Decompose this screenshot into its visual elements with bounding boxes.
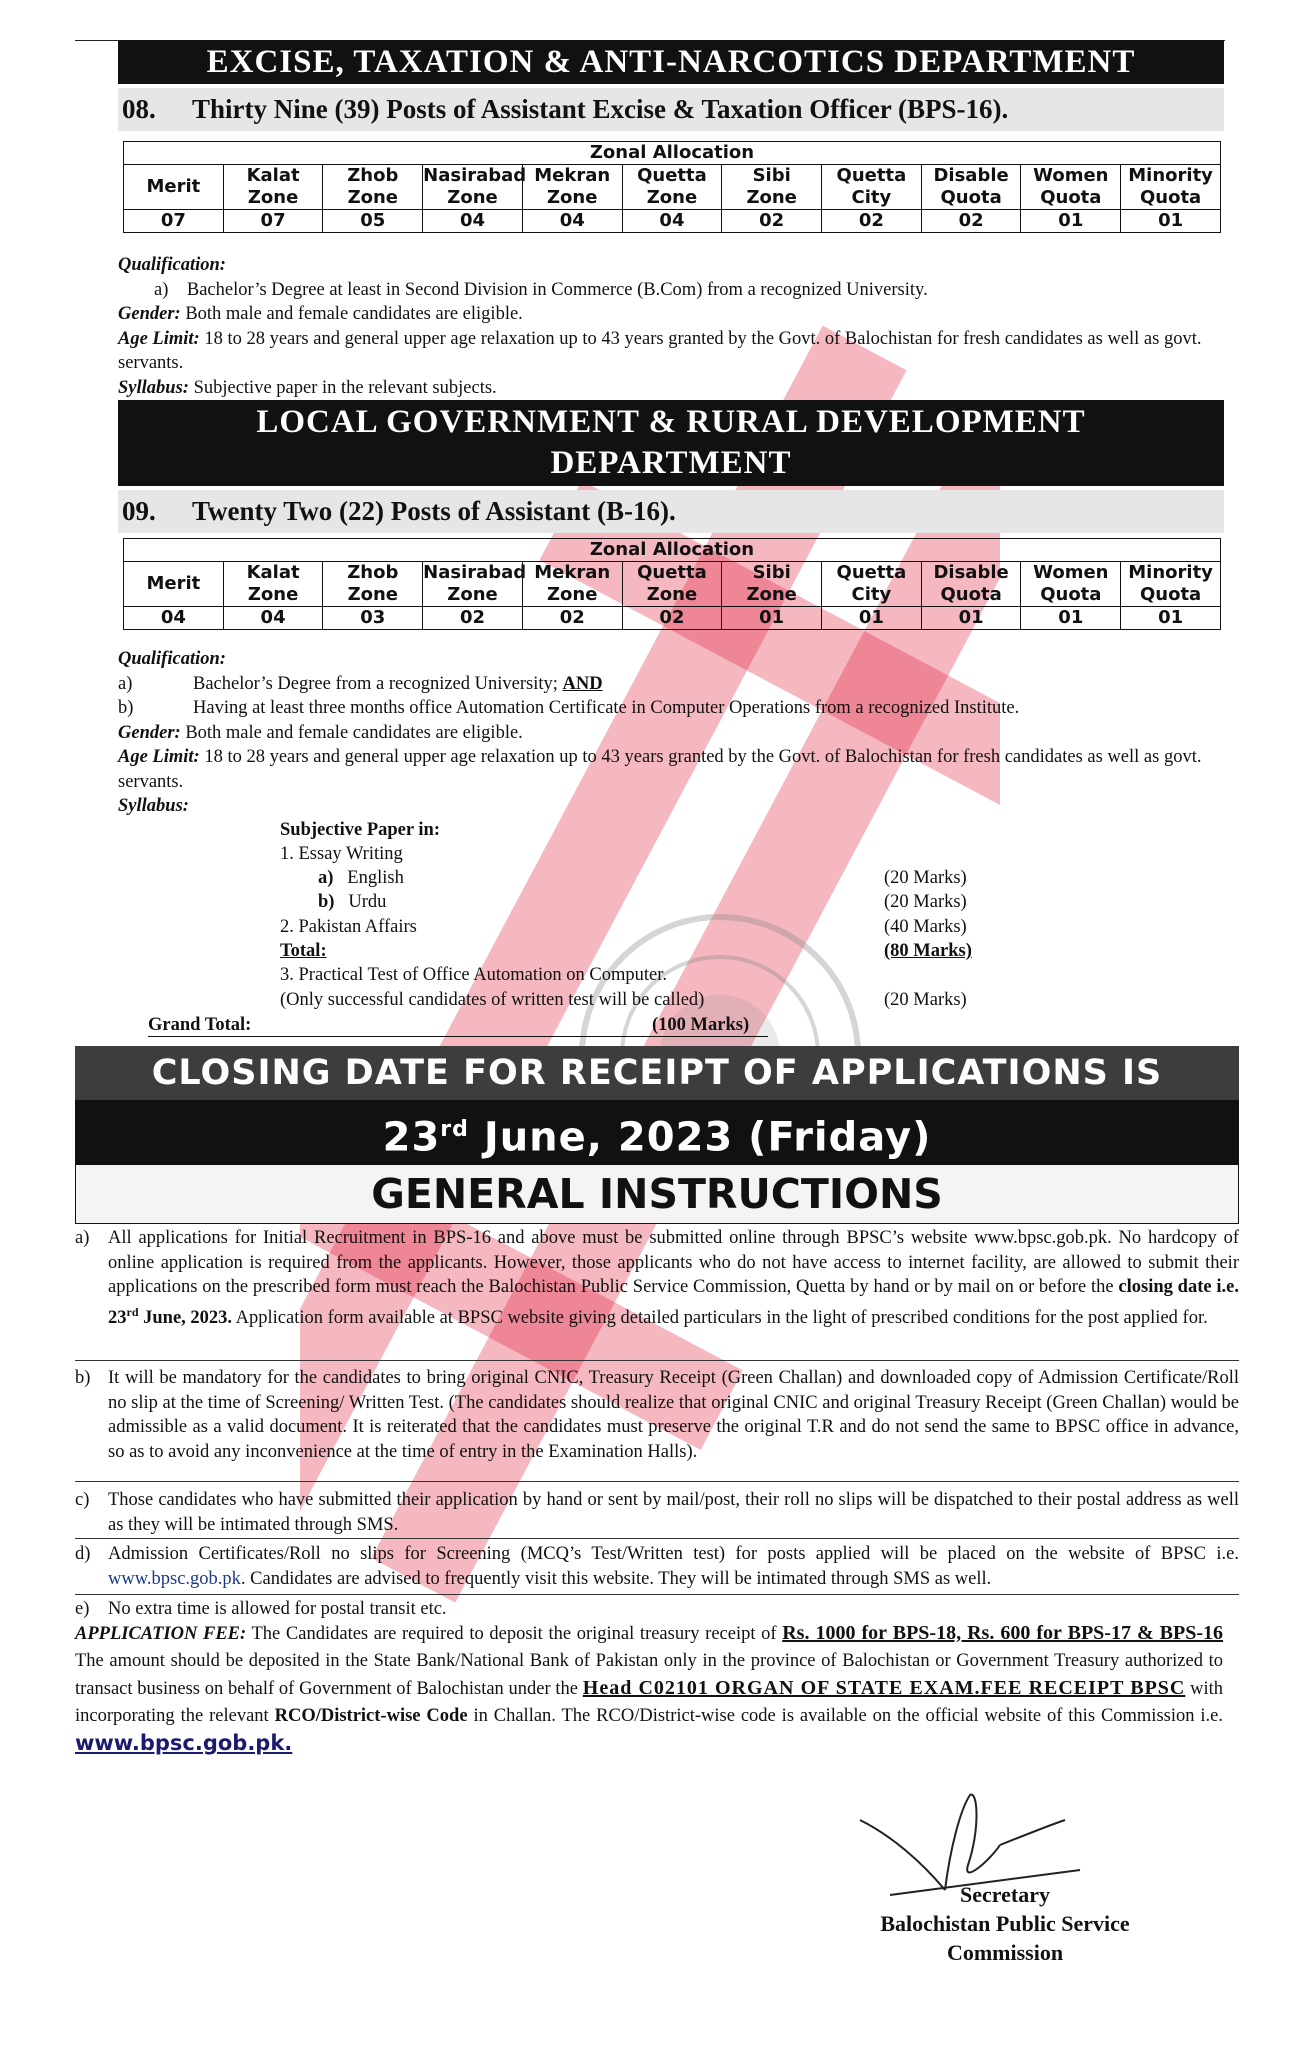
post-number: 08. (122, 94, 156, 124)
value-cell: 01 (921, 607, 1021, 630)
department-line1: LOCAL GOVERNMENT & RURAL DEVELOPMENT (256, 404, 1086, 440)
syllabus-item3: 3. Practical Test of Office Automation on Computer. (280, 965, 667, 985)
instruction-d: d) Admission Certificates/Roll no slips for Screening (MCQ’s Test/Written test) for posts applied will be placed on the website of BPSC i.e. www.bpsc.gob.pk. Candidates are advised to frequently visit this website. They will be intimated through SMS as well. (75, 1544, 1239, 1589)
value-cell: 01 (1121, 210, 1221, 233)
list-key: a) (154, 279, 169, 300)
header-cell: Merit (124, 562, 224, 607)
header-cell: Minority Quota (1121, 562, 1221, 607)
syllabus-heading: Subjective Paper in: (280, 820, 440, 840)
signatory-org-line2: Commission (946, 1940, 1064, 1965)
gender-label: Gender: (118, 722, 181, 743)
value-cell: 07 (124, 210, 224, 233)
divider (75, 1360, 1239, 1361)
and-keyword: AND (562, 673, 603, 694)
value-cell: 04 (124, 607, 224, 630)
header-cell: Quetta Zone (622, 562, 722, 607)
header-cell: Disable Quota (921, 165, 1021, 210)
department-line2: DEPARTMENT (550, 445, 792, 481)
syllabus-label: Syllabus: (118, 377, 189, 398)
value-cell: 04 (522, 210, 622, 233)
signature-block (840, 1880, 1170, 1967)
age-label: Age Limit: (118, 328, 200, 349)
header-cell: Kalat Zone (223, 562, 323, 607)
value-cell: 02 (522, 607, 622, 630)
instruction-a: a) All applications for Initial Recruitment in BPS-16 and above must be submitted online through BPSC’s website www.bpsc.gob.pk. No hardcopy of online application is required from the applicants. However, those applicants who do not have access to internet facility, are allowed to submit their applications on the prescribed form must reach the Balochistan Public Service Commission, Quetta by hand or by mail on or before the closing date i.e. 23rd June, 2023. Application form available at BPSC website giving detailed particulars in the light of prescribed conditions for the post applied for. (75, 1228, 1239, 1328)
header-cell: Quetta Zone (622, 165, 722, 210)
instruction-c: c) Those candidates who have submitted their application by hand or sent by mail/post, their roll no slips will be dispatched to their postal address as well as they will be intimated through SMS. (75, 1490, 1239, 1535)
header-cell: Women Quota (1021, 165, 1121, 210)
value-cell: 03 (323, 607, 423, 630)
value-cell: 01 (1021, 210, 1121, 233)
closing-date-line1: CLOSING DATE FOR RECEIPT OF APPLICATIONS IS (75, 1046, 1239, 1100)
post-title-bar-08 (118, 88, 1224, 131)
value-cell: 02 (722, 210, 822, 233)
header-cell: Sibi Zone (722, 165, 822, 210)
value-cell: 02 (622, 607, 722, 630)
instruction-b: b) It will be mandatory for the candidates to bring original CNIC, Treasury Receipt (Green Challan) and downloaded copy of Admission Certificate/Roll no slip at the time of Screening/ Written Test. (The candidates should realize that original CNIC and original Treasury Receipt (Green Challan) would be admissible as a valid document. It is reiterated that the candidates must preserve the original T.R and do not send the same to BPSC office in advance, so as to avoid any inconvenience at the time of entry in the Examination Halls). (75, 1368, 1239, 1462)
closing-date-line2: 23rd June, 2023 (Friday) (382, 1114, 932, 1161)
value-cell: 01 (1021, 607, 1121, 630)
header-cell: Quetta City (822, 562, 922, 607)
header-cell: Zhob Zone (323, 165, 423, 210)
value-cell: 02 (822, 210, 922, 233)
general-instructions-title: GENERAL INSTRUCTIONS (75, 1164, 1239, 1224)
table-caption: Zonal Allocation (124, 539, 1221, 562)
divider (75, 1481, 1239, 1482)
instruction-e: e) No extra time is allowed for postal transit etc. (75, 1599, 447, 1619)
gender-text: Both male and female candidates are eligible. (185, 304, 523, 324)
qualification-a: Bachelor’s Degree from a recognized University; (193, 673, 558, 694)
syllabus-item1b-marks: (20 Marks) (884, 892, 967, 912)
table-caption: Zonal Allocation (124, 142, 1221, 165)
post-title: Thirty Nine (39) Posts of Assistant Excise & Taxation Officer (BPS-16). (192, 94, 1009, 124)
header-cell: Merit (124, 165, 224, 210)
header-cell: Mekran Zone (522, 562, 622, 607)
age-text: 18 to 28 years and general upper age relaxation up to 43 years granted by the Govt. of Balochistan for fresh candidates as well as govt. servants. (118, 747, 1202, 792)
zonal-allocation-table-09 (123, 538, 1221, 630)
gender-text: Both male and female candidates are eligible. (185, 722, 523, 743)
value-cell: 05 (323, 210, 423, 233)
header-cell: Mekran Zone (522, 165, 622, 210)
closing-date-banner (75, 1046, 1239, 1164)
qualification-label: Qualification: (118, 255, 226, 275)
bpsc-website-link[interactable]: www.bpsc.gob.pk (108, 1568, 241, 1589)
value-cell: 01 (722, 607, 822, 630)
header-cell: Zhob Zone (323, 562, 423, 607)
age-text: 18 to 28 years and general upper age relaxation up to 43 years granted by the Govt. of Balochistan for fresh candidates as well as govt. servants. (118, 328, 1202, 373)
signatory-title: Secretary (960, 1882, 1050, 1907)
list-key: a) (118, 673, 133, 694)
divider (75, 1594, 1239, 1595)
syllabus-total-marks: (80 Marks) (884, 941, 972, 961)
syllabus-item1: 1. Essay Writing (280, 844, 403, 864)
post-number: 09. (122, 496, 156, 526)
value-cell: 04 (423, 210, 523, 233)
gender-label: Gender: (118, 304, 181, 324)
signatory-org-line1: Balochistan Public Service (880, 1911, 1130, 1936)
bpsc-website-link[interactable]: www.bpsc.gob.pk. (75, 1731, 293, 1755)
grand-total-marks: (100 Marks) (652, 1015, 750, 1035)
header-cell: Minority Quota (1121, 165, 1221, 210)
qualification-a: Bachelor’s Degree at least in Second Division in Commerce (B.Com) from a recognized University. (186, 279, 928, 300)
department-heading-local-government (118, 400, 1224, 486)
section2-details (118, 647, 1224, 819)
header-cell: Nasirabad Zone (423, 562, 527, 605)
post-title-bar-09 (118, 490, 1224, 533)
value-cell: 04 (223, 607, 323, 630)
syllabus-item3-note: (Only successful candidates of written test will be called) (280, 990, 705, 1010)
header-cell: Kalat Zone (223, 165, 323, 210)
post-title: Twenty Two (22) Posts of Assistant (B-16). (192, 496, 676, 526)
value-cell: 01 (822, 607, 922, 630)
header-cell: Quetta City (822, 165, 922, 210)
syllabus-item1a: a) English (318, 868, 404, 888)
syllabus-item1b: b) Urdu (318, 892, 387, 912)
syllabus-item3-marks: (20 Marks) (884, 990, 967, 1010)
header-cell: Nasirabad Zone (423, 165, 527, 208)
application-fee-paragraph: APPLICATION FEE: The Candidates are required to deposit the original treasury receipt of Rs. 1000 for BPS-18, Rs. 600 for BPS-17 & BPS-16 The amount should be deposited in the State Bank/National Bank of Pakistan only in the province of Balochistan or Government Treasury authorized to transact business on behalf of Government of Balochistan under the Head C02101 ORGAN OF STATE EXAM.FEE RECEIPT BPSC with incorporating the relevant RCO/District-wise Code in Challan. The RCO/District-wise code is available on the official website of this Commission i.e. www.bpsc.gob.pk. (75, 1622, 1224, 1755)
syllabus-item1a-marks: (20 Marks) (884, 868, 967, 888)
zonal-allocation-table-08 (123, 141, 1221, 233)
syllabus-item2: 2. Pakistan Affairs (280, 917, 417, 937)
value-cell: 07 (223, 210, 323, 233)
department-heading-excise: EXCISE, TAXATION & ANTI-NARCOTICS DEPARTMENT (118, 40, 1224, 84)
value-cell: 04 (622, 210, 722, 233)
value-cell: 02 (423, 607, 523, 630)
value-cell: 02 (921, 210, 1021, 233)
syllabus-item2-marks: (40 Marks) (884, 917, 967, 937)
list-key: b) (118, 698, 134, 718)
syllabus-text: Subjective paper in the relevant subjects. (193, 377, 497, 398)
age-label: Age Limit: (118, 747, 200, 767)
header-cell: Sibi Zone (722, 562, 822, 607)
grand-total-label: Grand Total: (148, 1015, 252, 1035)
syllabus-total-label: Total: (280, 941, 327, 961)
header-cell: Women Quota (1021, 562, 1121, 607)
section1-details (118, 253, 1224, 400)
value-cell: 01 (1121, 607, 1221, 630)
divider (75, 1538, 1239, 1539)
qualification-b: Having at least three months office Automation Certificate in Computer Operations from a recognized Institute. (193, 698, 1020, 718)
syllabus-label: Syllabus: (118, 796, 189, 816)
header-cell: Disable Quota (921, 562, 1021, 607)
qualification-label: Qualification: (118, 649, 226, 669)
